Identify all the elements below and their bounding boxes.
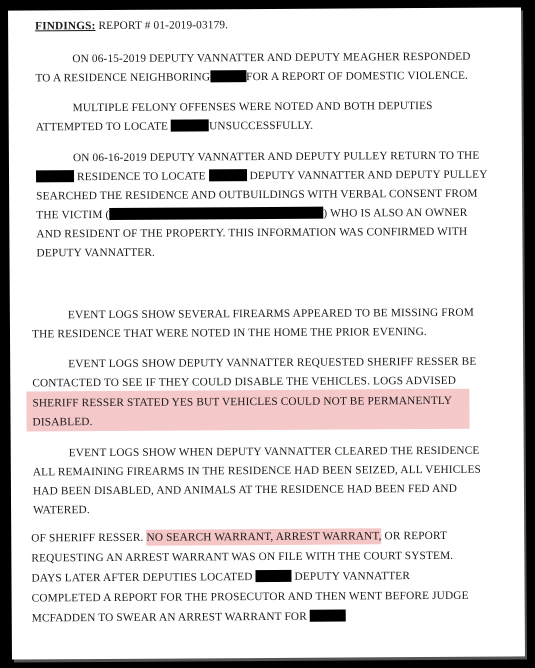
p3-line3: SEARCHED THE RESIDENCE AND OUTBUILDINGS WITH VERBAL CONSENT FROM	[36, 187, 478, 203]
p3-line2-a: RESIDENCE TO LOCATE	[76, 170, 206, 184]
p1-line2-a: TO A RESIDENCE NEIGHBORING	[35, 71, 211, 85]
p3-line2-b: DEPUTY VANNATTER AND DEPUTY PULLEY	[249, 168, 488, 183]
p3-line1: ON 06-16-2019 DEPUTY VANNATTER AND DEPUTY PULLEY RETURN TO THE	[72, 149, 480, 165]
p1-line1: ON 06-15-2019 DEPUTY VANNATTER AND DEPUTY MEAGHER RESPONDED	[72, 50, 471, 66]
p7-line2: REQUESTING AN ARREST WARRANT WAS ON FILE WITH THE COURT SYSTEM.	[31, 549, 454, 565]
p7-line3	[31, 569, 410, 585]
p6-line1: EVENT LOGS SHOW WHEN DEPUTY VANNATTER CLEARED THE RESIDENCE	[68, 444, 480, 460]
p7-line1-a: OF SHERIFF RESSER.	[31, 531, 144, 545]
redaction-bar	[171, 119, 209, 131]
p4-line2: THE RESIDENCE THAT WERE NOTED IN THE HOME THE PRIOR EVENING.	[31, 326, 427, 341]
p6-line4: WATERED.	[33, 504, 90, 517]
p3-line4-b: ) WHO IS ALSO AN OWNER	[323, 206, 468, 220]
p5-line2: CONTACTED TO SEE IF THEY COULD DISABLE THE VEHICLES. LOGS ADVISED	[32, 374, 457, 390]
p7-line5-a: MCFADDEN TO SWEAR AN ARREST WARRANT FOR	[31, 610, 307, 625]
p2-line2	[36, 119, 314, 135]
p4-line1: EVENT LOGS SHOW SEVERAL FIREARMS APPEARED TO BE MISSING FROM	[67, 306, 474, 322]
p3-line4	[36, 206, 467, 223]
p7-line1	[31, 529, 447, 546]
p2-line2-b: UNSUCCESSFULLY.	[209, 119, 314, 133]
redaction-bar	[310, 610, 346, 622]
p5-line4: DISABLED.	[32, 416, 93, 429]
findings-line	[35, 18, 228, 33]
redaction-bar	[109, 207, 323, 220]
highlighted-text: NO SEARCH WARRANT, ARREST WARRANT,	[146, 530, 382, 544]
p3-line5: AND RESIDENT OF THE PROPERTY. THIS INFORMATION WAS CONFIRMED WITH	[36, 225, 468, 241]
redaction-bar	[36, 170, 74, 182]
redaction-bar	[256, 570, 292, 582]
redaction-bar	[210, 70, 246, 82]
p3-line2	[36, 168, 488, 185]
document-page	[8, 7, 525, 659]
report-number: REPORT # 01-2019-03179.	[98, 19, 229, 33]
p2-line2-a: ATTEMPTED TO LOCATE	[35, 120, 169, 134]
p7-line4: COMPLETED A REPORT FOR THE PROSECUTOR AND THEN WENT BEFORE JUDGE	[31, 589, 469, 605]
redaction-bar	[209, 169, 247, 181]
p7-line3-b: DEPUTY VANNATTER	[294, 570, 411, 583]
findings-label: FINDINGS:	[35, 20, 96, 33]
p5-line3: SHERIFF RESSER STATED YES BUT VEHICLES COULD NOT BE PERMANENTLY	[32, 394, 453, 410]
p3-line6: DEPUTY VANNATTER.	[36, 246, 155, 260]
p3-line4-a: THE VICTIM (	[36, 208, 110, 222]
p1-line2	[35, 69, 468, 86]
p7-line3-a: DAYS LATER AFTER DEPUTIES LOCATED	[31, 571, 253, 585]
p5-line1: EVENT LOGS SHOW DEPUTY VANNATTER REQUESTED SHERIFF RESSER BE	[68, 355, 477, 371]
p2-line1: MULTIPLE FELONY OFFENSES WERE NOTED AND BOTH DEPUTIES	[72, 99, 433, 115]
p7-line1-c: OR REPORT	[384, 529, 448, 543]
p6-line3: HAD BEEN DISABLED, AND ANIMALS AT THE RESIDENCE HAD BEEN FED AND	[32, 482, 458, 498]
p6-line2: ALL REMAINING FIREARMS IN THE RESIDENCE HAD BEEN SEIZED, ALL VEHICLES	[32, 463, 481, 479]
p7-line5	[32, 610, 346, 626]
p1-line2-b: FOR A REPORT OF DOMESTIC VIOLENCE.	[246, 69, 469, 84]
